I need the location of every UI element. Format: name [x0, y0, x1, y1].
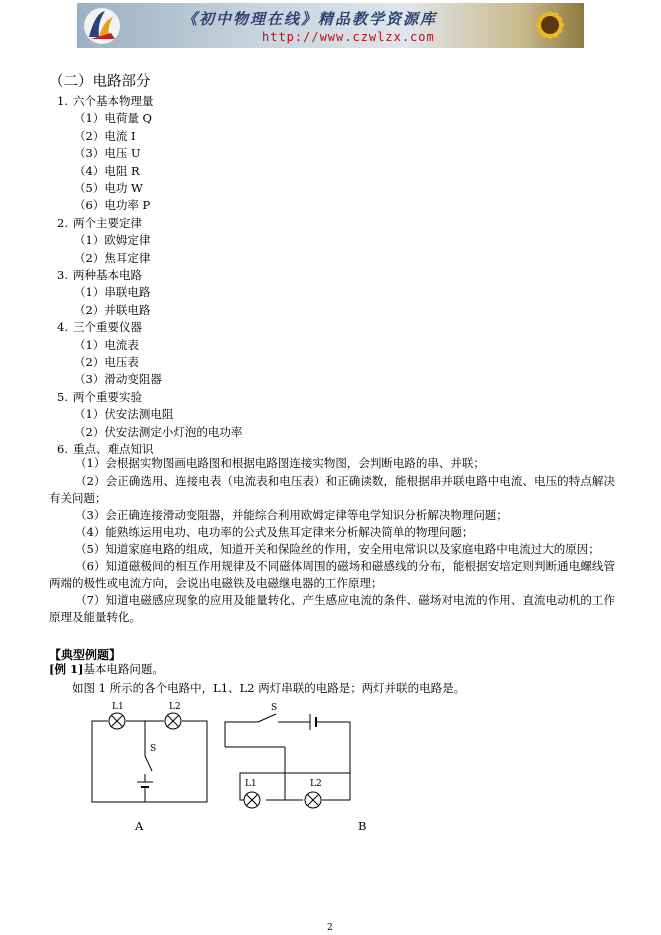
key-point-text: （7）知道电磁感应现象的应用及能量转化、产生感应电流的条件、磁场对电流的作用、直流电动机的工作原理及能量转化。	[49, 593, 615, 624]
outline-item: （1）电荷量 Q	[74, 111, 152, 126]
outline-text: 两种基本电路	[72, 268, 142, 282]
outline-text: 重点、难点知识	[72, 442, 154, 456]
outline-number: 1.	[57, 94, 68, 108]
outline-item: （1）伏安法测电阻	[74, 407, 174, 422]
outline-text: 两个主要定律	[72, 215, 142, 230]
label-l2-a: L2	[169, 702, 181, 712]
banner-url[interactable]: http://www.czwlzx.com	[262, 30, 435, 44]
outline-item: （2）焦耳定律	[74, 250, 151, 265]
circuit-figure	[80, 698, 380, 810]
page-number: 2	[327, 923, 333, 933]
outline-heading	[57, 268, 142, 283]
circuit-a	[92, 713, 207, 802]
outline-number: 6.	[57, 442, 68, 456]
outline-number: 5.	[57, 389, 68, 404]
key-point-text: （3）会正确连接滑动变阻器，并能综合利用欧姆定律等电学知识分析解决物理问题；	[75, 508, 508, 522]
outline-item: （3）滑动变阻器	[74, 372, 162, 387]
outline-item: （1）串联电路	[74, 285, 151, 300]
outline-item: （4）电阻 R	[74, 163, 140, 178]
label-s-b: S	[271, 703, 278, 713]
figure-caption-a: A	[135, 819, 144, 833]
outline-number: 4.	[57, 320, 68, 335]
key-point	[49, 558, 615, 592]
label-l2-b: L2	[310, 779, 322, 789]
key-point-text: （1）会根据实物图画电路图和根据电路图连接实物图，会判断电路的串、并联；	[75, 456, 485, 470]
outline-number: 3.	[57, 268, 68, 282]
outline-text: 三个重要仪器	[72, 320, 142, 335]
section-title: （二）电路部分	[49, 74, 151, 90]
key-point	[49, 592, 615, 626]
label-l1-a: L1	[112, 702, 124, 712]
example1-title: 基本电路问题。	[83, 662, 164, 676]
logo-icon	[83, 7, 121, 45]
examples-heading: 【典型例题】	[49, 648, 122, 662]
key-point	[49, 524, 615, 541]
example1-label: [例 1]	[49, 662, 84, 676]
key-point-text: （5）知道家庭电路的组成，知道开关和保险丝的作用，安全用电常识以及家庭电路中电流过大的原因；	[75, 542, 600, 556]
key-point	[49, 473, 615, 507]
figure-caption-b: B	[358, 819, 367, 833]
outline-item: （1）欧姆定律	[74, 233, 151, 248]
outline-heading	[57, 390, 142, 405]
key-point-text: （6）知道磁极间的相互作用规律及不同磁体周围的磁场和磁感线的分布，能根据安培定则判断通电螺线管两端的极性或电流方向，会说出电磁铁及电磁继电器的工作原理；	[49, 559, 615, 590]
outline-heading	[57, 320, 142, 335]
key-point	[49, 455, 615, 472]
key-point	[49, 541, 615, 558]
outline-heading	[57, 216, 142, 231]
header-banner	[77, 3, 584, 48]
outline-item: （2）电压表	[74, 355, 139, 369]
outline-item: （3）电压 U	[74, 146, 141, 161]
outline-heading	[57, 94, 153, 109]
label-l1-b: L1	[245, 779, 257, 789]
outline-item: （2）伏安法测定小灯泡的电功率	[74, 424, 243, 439]
label-s-a: S	[150, 744, 157, 754]
outline-number: 2.	[57, 215, 68, 230]
banner-title: 《初中物理在线》精品教学资源库	[182, 10, 438, 28]
outline-item: （6）电功率 P	[74, 198, 151, 213]
key-point-text: （4）能熟练运用电功、电功率的公式及焦耳定律来分析解决简单的物理问题；	[75, 525, 474, 539]
switch-s-b	[258, 714, 276, 722]
switch-s-a	[145, 756, 152, 771]
circuit-b	[225, 714, 350, 808]
outline-text: 六个基本物理量	[72, 94, 154, 108]
example1-line	[49, 662, 164, 677]
sunflower-icon	[512, 3, 582, 48]
outline-item: （2）并联电路	[74, 302, 151, 317]
key-point-text: （2）会正确选用、连接电表（电流表和电压表）和正确读数，能根据串并联电路中电流、电压的特点解决有关问题；	[49, 474, 615, 505]
key-point	[49, 507, 615, 524]
outline-item: （2）电流 I	[74, 128, 136, 143]
outline-text: 两个重要实验	[72, 389, 142, 404]
outline-item: （1）电流表	[74, 337, 139, 352]
outline-item: （5）电功 W	[74, 181, 143, 195]
example1-question: 如图 1 所示的各个电路中，L1、L2 两灯串联的电路是；两灯并联的电路是。	[72, 681, 466, 695]
